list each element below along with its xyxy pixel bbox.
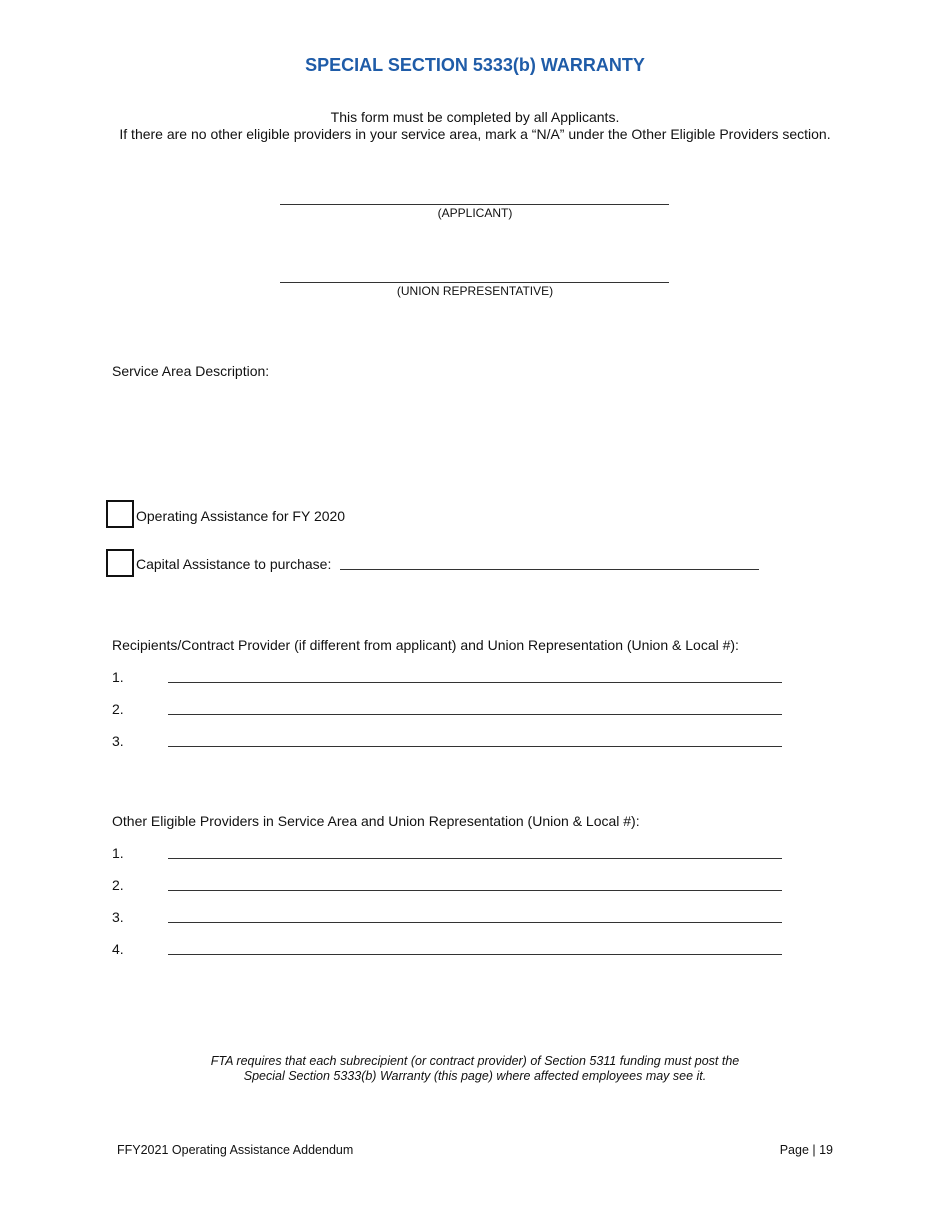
applicant-signature-line[interactable] (280, 204, 669, 205)
intro-line-2: If there are no other eligible providers in your service area, mark a “N/A” under the Other Eligible Providers section. (119, 126, 831, 142)
intro-line-1: This form must be completed by all Applicants. (330, 109, 620, 125)
recipients-heading: Recipients/Contract Provider (if different from applicant) and Union Representation (Union & Local #): (112, 637, 739, 653)
operating-assistance-label: Operating Assistance for FY 2020 (136, 508, 346, 524)
service-area-description-label: Service Area Description: (112, 363, 270, 379)
recipients-field-1[interactable] (168, 682, 782, 683)
capital-assistance-checkbox[interactable] (106, 549, 134, 577)
capital-assistance-field[interactable] (340, 569, 759, 570)
service-area-description-field[interactable] (112, 385, 782, 485)
recipients-number-2: 2. (112, 701, 124, 717)
other-providers-field-4[interactable] (168, 954, 782, 955)
operating-assistance-checkbox[interactable] (106, 500, 134, 528)
other-providers-field-3[interactable] (168, 922, 782, 923)
footer-document-title: FFY2021 Operating Assistance Addendum (117, 1143, 354, 1157)
other-providers-number-3: 3. (112, 909, 124, 925)
other-providers-number-4: 4. (112, 941, 124, 957)
other-providers-number-2: 2. (112, 877, 124, 893)
footer-page-number: Page | 19 (779, 1143, 833, 1157)
posting-notice-line-1: FTA requires that each subrecipient (or contract provider) of Section 5311 funding must post the (210, 1054, 740, 1068)
union-representative-signature-line[interactable] (280, 282, 669, 283)
posting-notice-line-2: Special Section 5333(b) Warranty (this page) where affected employees may see it. (243, 1069, 707, 1083)
page-title: SPECIAL SECTION 5333(b) WARRANTY (305, 55, 645, 75)
other-providers-number-1: 1. (112, 845, 124, 861)
other-providers-field-1[interactable] (168, 858, 782, 859)
capital-assistance-label: Capital Assistance to purchase: (136, 556, 332, 572)
union-representative-label: (UNION REPRESENTATIVE) (396, 284, 554, 298)
recipients-field-3[interactable] (168, 746, 782, 747)
recipients-number-1: 1. (112, 669, 124, 685)
recipients-field-2[interactable] (168, 714, 782, 715)
other-providers-heading: Other Eligible Providers in Service Area and Union Representation (Union & Local #): (112, 813, 640, 829)
applicant-label: (APPLICANT) (437, 206, 513, 220)
recipients-number-3: 3. (112, 733, 124, 749)
other-providers-field-2[interactable] (168, 890, 782, 891)
